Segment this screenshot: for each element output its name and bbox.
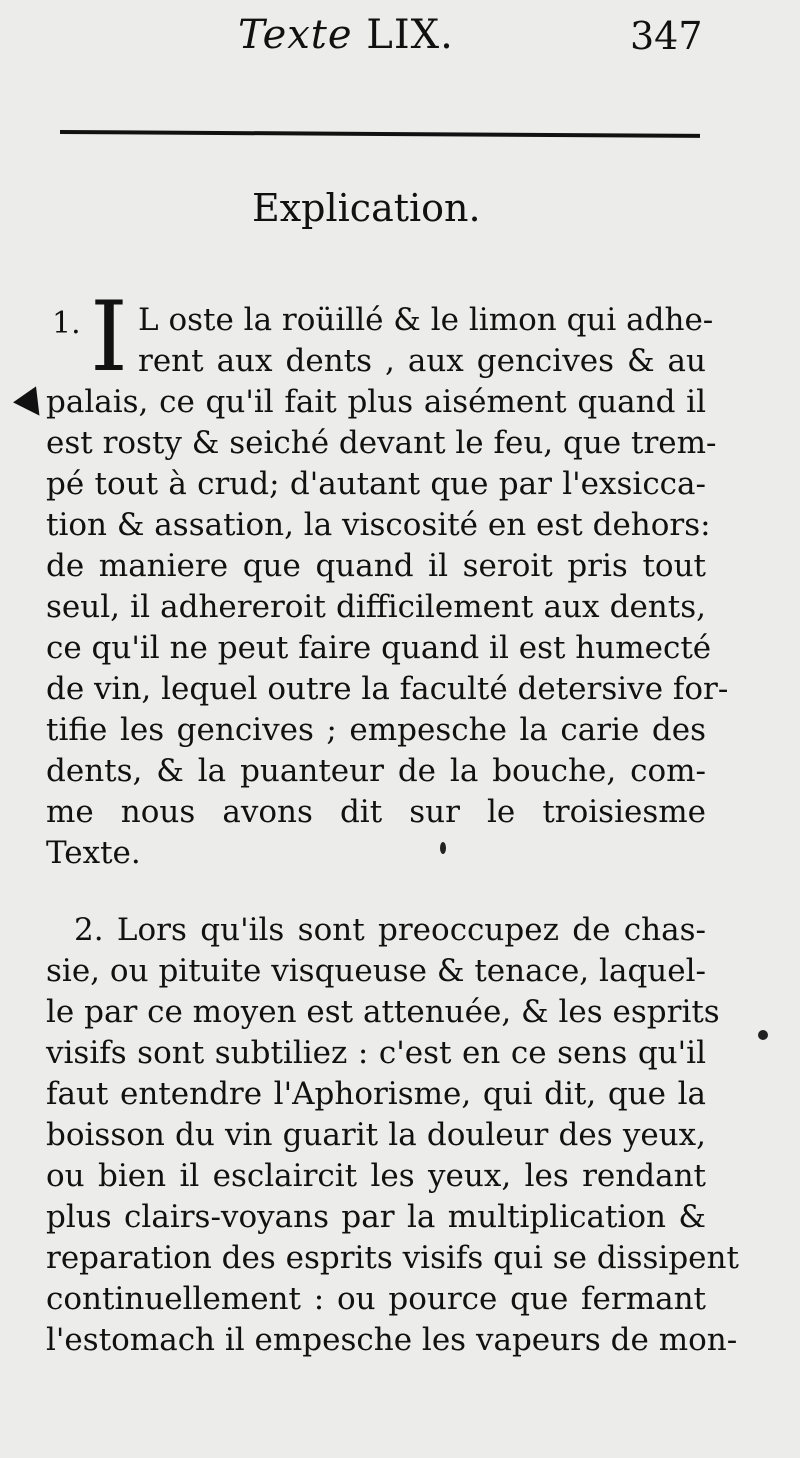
text-line: ce qu'il ne peut faire quand il est humecté: [46, 630, 712, 666]
text-line: faut entendre l'Aphorisme, qui dit, que la: [46, 1076, 706, 1112]
text-line: sie, ou pituite visqueuse & tenace, laquel-: [46, 953, 706, 989]
header-rule: [60, 130, 700, 138]
text-line: ou bien il esclaircit les yeux, les rendant: [46, 1158, 706, 1194]
text-line: tion & assation, la viscosité en est dehors:: [46, 507, 711, 543]
text-line: est rosty & seiché devant le feu, que trem-: [46, 425, 717, 461]
text-line: me nous avons dit sur le troisiesme: [46, 794, 706, 830]
text-line: Texte.: [46, 835, 141, 871]
running-title: [238, 12, 454, 58]
drop-cap: I: [90, 281, 128, 393]
page-number: 347: [630, 14, 703, 58]
text-line: 2. Lors qu'ils sont preoccupez de chas-: [74, 912, 706, 948]
paragraph-number: 1.: [52, 306, 81, 341]
text-line: tifie les gencives ; empesche la carie des: [46, 712, 706, 748]
text-line: rent aux dents , aux gencives & au: [138, 343, 706, 379]
paragraph-2: [46, 910, 739, 1361]
text-line: visifs sont subtiliez : c'est en ce sens qu'il: [46, 1035, 706, 1071]
text-line: de maniere que quand il seroit pris tout: [46, 548, 706, 584]
section-heading: Explication.: [252, 186, 481, 230]
ink-speck: [758, 1030, 768, 1040]
text-line: reparation des esprits visifs qui se dissipent: [46, 1240, 739, 1276]
running-title-word: Texte: [238, 12, 353, 58]
text-line: pé tout à crud; d'autant que par l'exsicca-: [46, 466, 706, 502]
text-line: boisson du vin guarit la douleur des yeux,: [46, 1117, 706, 1153]
text-line: l'estomach il empesche les vapeurs de mon-: [46, 1322, 738, 1358]
text-line: continuellement : ou pource que fermant: [46, 1281, 706, 1317]
running-title-numeral: LIX.: [366, 12, 454, 58]
text-line: plus clairs-voyans par la multiplication &: [46, 1199, 706, 1235]
text-line: palais, ce qu'il fait plus aisément quand il: [46, 384, 706, 420]
text-line: le par ce moyen est attenuée, & les esprits: [46, 994, 720, 1030]
text-line: seul, il adhereroit difficilement aux dents,: [46, 589, 706, 625]
text-line: de vin, lequel outre la faculté detersive for-: [46, 671, 729, 707]
paragraph-1: [46, 300, 729, 874]
text-line: dents, & la puanteur de la bouche, com-: [46, 753, 706, 789]
text-line: L oste la roüillé & le limon qui adhe-: [138, 302, 714, 338]
